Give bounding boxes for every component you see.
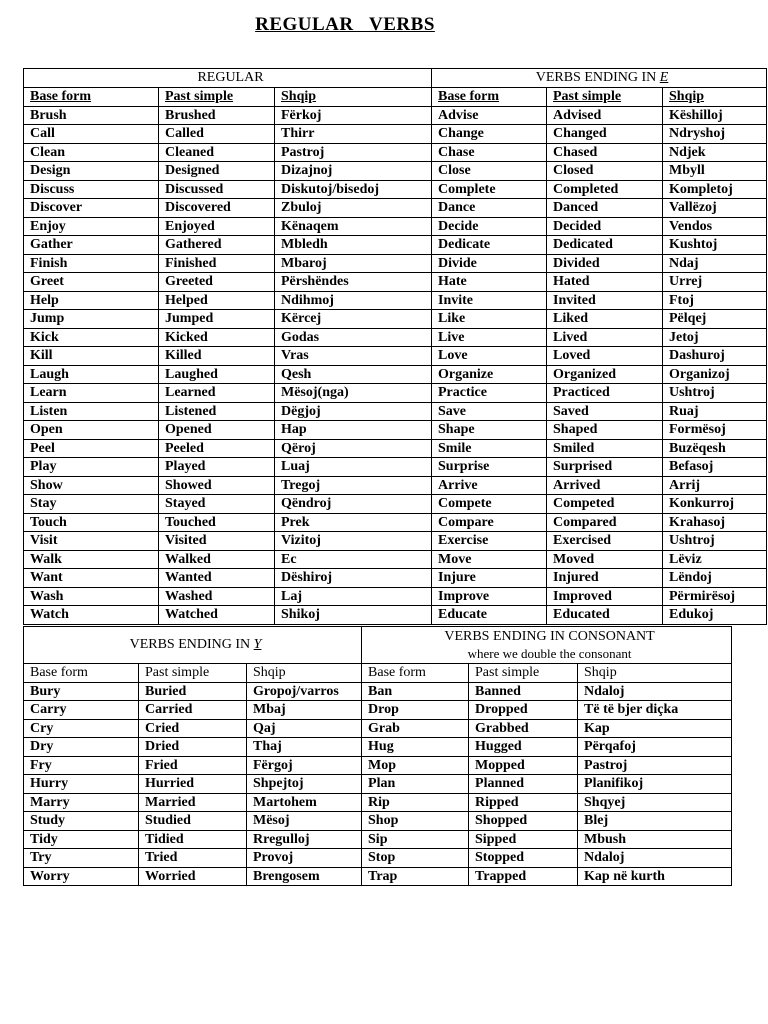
table-row bbox=[24, 199, 767, 218]
table-cell: Help bbox=[24, 291, 159, 310]
table-cell: Injure bbox=[432, 569, 547, 588]
table-cell: Live bbox=[432, 328, 547, 347]
table-cell: Gropoj/varros bbox=[247, 682, 362, 701]
table-cell: Kicked bbox=[159, 328, 275, 347]
table-row bbox=[24, 347, 767, 366]
table-cell: Completed bbox=[547, 180, 663, 199]
table-cell: Cry bbox=[24, 719, 139, 738]
column-header: Base form bbox=[24, 664, 139, 683]
table-cell: Divide bbox=[432, 254, 547, 273]
table-cell: Qesh bbox=[275, 365, 432, 384]
table-cell: Surprise bbox=[432, 458, 547, 477]
table-cell: Practice bbox=[432, 384, 547, 403]
table-cell: Chase bbox=[432, 143, 547, 162]
table-cell: Enjoy bbox=[24, 217, 159, 236]
table-cell: Enjoyed bbox=[159, 217, 275, 236]
table-cell: Loved bbox=[547, 347, 663, 366]
table-cell: Kill bbox=[24, 347, 159, 366]
table-cell: Married bbox=[139, 793, 247, 812]
table-cell: Design bbox=[24, 162, 159, 181]
ending-y-section-header: VERBS ENDING IN Y bbox=[24, 627, 362, 664]
table-cell: Shpejtoj bbox=[247, 775, 362, 794]
table-row bbox=[24, 273, 767, 292]
table-cell: Kick bbox=[24, 328, 159, 347]
table-cell: Smile bbox=[432, 439, 547, 458]
table-cell: Krahasoj bbox=[663, 513, 767, 532]
table-cell: Edukoj bbox=[663, 606, 767, 625]
column-header: Shqip bbox=[578, 664, 732, 683]
table-cell: Watch bbox=[24, 606, 159, 625]
table-cell: Zbuloj bbox=[275, 199, 432, 218]
table-cell: Shaped bbox=[547, 421, 663, 440]
table-cell: Vras bbox=[275, 347, 432, 366]
table-cell: Ndaloj bbox=[578, 682, 732, 701]
table-cell: Blej bbox=[578, 812, 732, 831]
table-cell: Dashuroj bbox=[663, 347, 767, 366]
table-cell: Kap në kurth bbox=[578, 867, 732, 886]
table-cell: Grabbed bbox=[469, 719, 578, 738]
table-cell: Hug bbox=[362, 738, 469, 757]
table-cell: Laj bbox=[275, 587, 432, 606]
table-row bbox=[24, 849, 732, 868]
table-cell: Mbledh bbox=[275, 236, 432, 255]
table-row bbox=[24, 682, 732, 701]
table-cell: Cried bbox=[139, 719, 247, 738]
column-header: Shqip bbox=[247, 664, 362, 683]
table-cell: Luaj bbox=[275, 458, 432, 477]
table-cell: Ftoj bbox=[663, 291, 767, 310]
table-row bbox=[24, 384, 767, 403]
table-cell: Arrive bbox=[432, 476, 547, 495]
table-cell: Diskutoj/bisedoj bbox=[275, 180, 432, 199]
column-header: Past simple bbox=[469, 664, 578, 683]
table-cell: Thaj bbox=[247, 738, 362, 757]
table-row bbox=[24, 106, 767, 125]
table-cell: Walked bbox=[159, 550, 275, 569]
table-cell: Banned bbox=[469, 682, 578, 701]
table-cell: Këshilloj bbox=[663, 106, 767, 125]
table-cell: Save bbox=[432, 402, 547, 421]
table-cell: Cleaned bbox=[159, 143, 275, 162]
table-cell: Like bbox=[432, 310, 547, 329]
table-cell: Ndaloj bbox=[578, 849, 732, 868]
column-header: Base form bbox=[24, 88, 159, 107]
column-header: Shqip bbox=[275, 88, 432, 107]
regular-verbs-table bbox=[23, 68, 767, 625]
table-row bbox=[24, 254, 767, 273]
table-row bbox=[24, 532, 767, 551]
column-header: Base form bbox=[362, 664, 469, 683]
table-cell: Laughed bbox=[159, 365, 275, 384]
table-cell: Plan bbox=[362, 775, 469, 794]
table-cell: Dried bbox=[139, 738, 247, 757]
table-row bbox=[24, 310, 767, 329]
table-cell: Qëndroj bbox=[275, 495, 432, 514]
table-cell: Wanted bbox=[159, 569, 275, 588]
table-cell: Tried bbox=[139, 849, 247, 868]
table-cell: Ushtroj bbox=[663, 532, 767, 551]
table-cell: Closed bbox=[547, 162, 663, 181]
table-cell: Marry bbox=[24, 793, 139, 812]
table-cell: Try bbox=[24, 849, 139, 868]
table-cell: Formësoj bbox=[663, 421, 767, 440]
table-cell: Showed bbox=[159, 476, 275, 495]
table-cell: Played bbox=[159, 458, 275, 477]
table-cell: Brushed bbox=[159, 106, 275, 125]
column-header: Past simple bbox=[159, 88, 275, 107]
table-cell: Carried bbox=[139, 701, 247, 720]
table-row bbox=[24, 756, 732, 775]
table-cell: Buried bbox=[139, 682, 247, 701]
table-row bbox=[24, 550, 767, 569]
table-cell: Discovered bbox=[159, 199, 275, 218]
table-cell: Hate bbox=[432, 273, 547, 292]
table-cell: Mopped bbox=[469, 756, 578, 775]
table-cell: Brush bbox=[24, 106, 159, 125]
table-row bbox=[24, 421, 767, 440]
table-cell: Helped bbox=[159, 291, 275, 310]
table-cell: Dance bbox=[432, 199, 547, 218]
table-cell: Kërcej bbox=[275, 310, 432, 329]
table-cell: Chased bbox=[547, 143, 663, 162]
table-cell: Organizoj bbox=[663, 365, 767, 384]
table-row bbox=[24, 569, 767, 588]
table-cell: Shikoj bbox=[275, 606, 432, 625]
table-cell: Exercised bbox=[547, 532, 663, 551]
table-cell: Ban bbox=[362, 682, 469, 701]
table-cell: Greet bbox=[24, 273, 159, 292]
table-cell: Complete bbox=[432, 180, 547, 199]
table-cell: Peeled bbox=[159, 439, 275, 458]
table-cell: Compare bbox=[432, 513, 547, 532]
table-cell: Arrij bbox=[663, 476, 767, 495]
table-cell: Studied bbox=[139, 812, 247, 831]
table-cell: Buzëqesh bbox=[663, 439, 767, 458]
table-cell: Dropped bbox=[469, 701, 578, 720]
table-cell: Hap bbox=[275, 421, 432, 440]
table-cell: Improved bbox=[547, 587, 663, 606]
table-cell: Laugh bbox=[24, 365, 159, 384]
table-cell: Discover bbox=[24, 199, 159, 218]
table-cell: Shqyej bbox=[578, 793, 732, 812]
table-cell: Hated bbox=[547, 273, 663, 292]
table-cell: Visit bbox=[24, 532, 159, 551]
table-cell: Stay bbox=[24, 495, 159, 514]
table-cell: Invited bbox=[547, 291, 663, 310]
table-cell: Ripped bbox=[469, 793, 578, 812]
table-cell: Stopped bbox=[469, 849, 578, 868]
table-cell: Qaj bbox=[247, 719, 362, 738]
table-cell: Tidy bbox=[24, 830, 139, 849]
table-cell: Open bbox=[24, 421, 159, 440]
table-cell: Finish bbox=[24, 254, 159, 273]
table-cell: Invite bbox=[432, 291, 547, 310]
table-cell: Injured bbox=[547, 569, 663, 588]
table-cell: Hurried bbox=[139, 775, 247, 794]
table-cell: Wash bbox=[24, 587, 159, 606]
table-row bbox=[24, 162, 767, 181]
table-cell: Urrej bbox=[663, 273, 767, 292]
y-and-consonant-verbs-table bbox=[23, 626, 732, 886]
table-cell: Fërgoj bbox=[247, 756, 362, 775]
table-cell: Trapped bbox=[469, 867, 578, 886]
table-cell: Kushtoj bbox=[663, 236, 767, 255]
table-cell: Visited bbox=[159, 532, 275, 551]
table-cell: Close bbox=[432, 162, 547, 181]
table-cell: Jump bbox=[24, 310, 159, 329]
table-cell: Lived bbox=[547, 328, 663, 347]
column-header: Shqip bbox=[663, 88, 767, 107]
table-cell: Shop bbox=[362, 812, 469, 831]
table-cell: Sip bbox=[362, 830, 469, 849]
table-row bbox=[24, 513, 767, 532]
table-row bbox=[24, 143, 767, 162]
table-cell: Planned bbox=[469, 775, 578, 794]
table-cell: Ndjek bbox=[663, 143, 767, 162]
table-cell: Ruaj bbox=[663, 402, 767, 421]
table-row bbox=[24, 793, 732, 812]
table-cell: Qëroj bbox=[275, 439, 432, 458]
table-cell: Mop bbox=[362, 756, 469, 775]
table-row bbox=[24, 476, 767, 495]
table-cell: Lëndoj bbox=[663, 569, 767, 588]
table-cell: Educate bbox=[432, 606, 547, 625]
table-cell: Bury bbox=[24, 682, 139, 701]
table-row bbox=[24, 236, 767, 255]
table-cell: Brengosem bbox=[247, 867, 362, 886]
table-cell: Kompletoj bbox=[663, 180, 767, 199]
table-row bbox=[24, 291, 767, 310]
table-cell: Called bbox=[159, 125, 275, 144]
table-cell: Vizitoj bbox=[275, 532, 432, 551]
table-cell: Befasoj bbox=[663, 458, 767, 477]
table-cell: Mbaj bbox=[247, 701, 362, 720]
table-cell: Educated bbox=[547, 606, 663, 625]
table-cell: Ndryshoj bbox=[663, 125, 767, 144]
table-cell: Fry bbox=[24, 756, 139, 775]
table-cell: Walk bbox=[24, 550, 159, 569]
table-cell: Divided bbox=[547, 254, 663, 273]
table-cell: Jumped bbox=[159, 310, 275, 329]
table-cell: Smiled bbox=[547, 439, 663, 458]
table-cell: Gathered bbox=[159, 236, 275, 255]
table-cell: Mësoj bbox=[247, 812, 362, 831]
table-row bbox=[24, 812, 732, 831]
table-cell: Stayed bbox=[159, 495, 275, 514]
regular-section-header: REGULAR bbox=[24, 69, 432, 88]
table-cell: Ndihmoj bbox=[275, 291, 432, 310]
table-cell: Pastroj bbox=[578, 756, 732, 775]
table-cell: Killed bbox=[159, 347, 275, 366]
table-cell: Want bbox=[24, 569, 159, 588]
table-cell: Organize bbox=[432, 365, 547, 384]
table-cell: Discussed bbox=[159, 180, 275, 199]
table-cell: Dizajnoj bbox=[275, 162, 432, 181]
table-cell: Greeted bbox=[159, 273, 275, 292]
table-cell: Peel bbox=[24, 439, 159, 458]
table-cell: Organized bbox=[547, 365, 663, 384]
table-cell: Rip bbox=[362, 793, 469, 812]
table-cell: Stop bbox=[362, 849, 469, 868]
table-row bbox=[24, 830, 732, 849]
table-cell: Advise bbox=[432, 106, 547, 125]
table-cell: Vallëzoj bbox=[663, 199, 767, 218]
table-cell: Compete bbox=[432, 495, 547, 514]
table-cell: Lëviz bbox=[663, 550, 767, 569]
table-row bbox=[24, 365, 767, 384]
table-cell: Practiced bbox=[547, 384, 663, 403]
table-cell: Saved bbox=[547, 402, 663, 421]
table-row bbox=[24, 701, 732, 720]
table-cell: Love bbox=[432, 347, 547, 366]
table-cell: Kap bbox=[578, 719, 732, 738]
table-cell: Exercise bbox=[432, 532, 547, 551]
table-cell: Ushtroj bbox=[663, 384, 767, 403]
table-cell: Dedicated bbox=[547, 236, 663, 255]
table-cell: Surprised bbox=[547, 458, 663, 477]
column-header: Base form bbox=[432, 88, 547, 107]
ending-e-section-header: VERBS ENDING IN E bbox=[432, 69, 767, 88]
table-cell: Jetoj bbox=[663, 328, 767, 347]
table-cell: Worried bbox=[139, 867, 247, 886]
table-cell: Gather bbox=[24, 236, 159, 255]
table-cell: Fërkoj bbox=[275, 106, 432, 125]
table-cell: Përqafoj bbox=[578, 738, 732, 757]
table-cell: Touched bbox=[159, 513, 275, 532]
table-row bbox=[24, 738, 732, 757]
table-cell: Call bbox=[24, 125, 159, 144]
table-cell: Finished bbox=[159, 254, 275, 273]
table-cell: Play bbox=[24, 458, 159, 477]
table-cell: Rregulloj bbox=[247, 830, 362, 849]
table-cell: Martohem bbox=[247, 793, 362, 812]
table-cell: Pëlqej bbox=[663, 310, 767, 329]
table-cell: Thirr bbox=[275, 125, 432, 144]
table-row bbox=[24, 719, 732, 738]
table-cell: Hugged bbox=[469, 738, 578, 757]
table-row bbox=[24, 439, 767, 458]
table-cell: Listen bbox=[24, 402, 159, 421]
table-row bbox=[24, 606, 767, 625]
table-cell: Ec bbox=[275, 550, 432, 569]
table-cell: Advised bbox=[547, 106, 663, 125]
table-cell: Dëshiroj bbox=[275, 569, 432, 588]
table-cell: Carry bbox=[24, 701, 139, 720]
column-header: Past simple bbox=[547, 88, 663, 107]
table-cell: Watched bbox=[159, 606, 275, 625]
table-row bbox=[24, 217, 767, 236]
table-cell: Vendos bbox=[663, 217, 767, 236]
table-cell: Opened bbox=[159, 421, 275, 440]
ending-consonant-section-header bbox=[362, 627, 732, 664]
table-cell: Trap bbox=[362, 867, 469, 886]
table-cell: Clean bbox=[24, 143, 159, 162]
table-cell: Learn bbox=[24, 384, 159, 403]
table-cell: Grab bbox=[362, 719, 469, 738]
table-cell: Move bbox=[432, 550, 547, 569]
table-cell: Kënaqem bbox=[275, 217, 432, 236]
table-cell: Dedicate bbox=[432, 236, 547, 255]
table-cell: Prek bbox=[275, 513, 432, 532]
table-cell: Shopped bbox=[469, 812, 578, 831]
table-row bbox=[24, 402, 767, 421]
table-cell: Worry bbox=[24, 867, 139, 886]
table-row bbox=[24, 587, 767, 606]
table-cell: Fried bbox=[139, 756, 247, 775]
table-cell: Hurry bbox=[24, 775, 139, 794]
table-cell: Arrived bbox=[547, 476, 663, 495]
table-cell: Compared bbox=[547, 513, 663, 532]
table-cell: Changed bbox=[547, 125, 663, 144]
table-cell: Show bbox=[24, 476, 159, 495]
table-cell: Danced bbox=[547, 199, 663, 218]
table-cell: Tidied bbox=[139, 830, 247, 849]
table-row bbox=[24, 775, 732, 794]
page-title: REGULAR VERBS bbox=[255, 14, 435, 35]
table-cell: Godas bbox=[275, 328, 432, 347]
table-cell: Competed bbox=[547, 495, 663, 514]
table-cell: Provoj bbox=[247, 849, 362, 868]
table-cell: Mësoj(nga) bbox=[275, 384, 432, 403]
table-cell: Përmirësoj bbox=[663, 587, 767, 606]
table-cell: Decide bbox=[432, 217, 547, 236]
table-cell: Mbush bbox=[578, 830, 732, 849]
table-cell: Change bbox=[432, 125, 547, 144]
table-cell: Discuss bbox=[24, 180, 159, 199]
table-cell: Washed bbox=[159, 587, 275, 606]
table-cell: Tregoj bbox=[275, 476, 432, 495]
table-cell: Moved bbox=[547, 550, 663, 569]
table-cell: Improve bbox=[432, 587, 547, 606]
table-cell: Listened bbox=[159, 402, 275, 421]
table-cell: Designed bbox=[159, 162, 275, 181]
table-cell: Shape bbox=[432, 421, 547, 440]
table-row bbox=[24, 125, 767, 144]
table-cell: Përshëndes bbox=[275, 273, 432, 292]
table-cell: Planifikoj bbox=[578, 775, 732, 794]
table-row bbox=[24, 328, 767, 347]
table-cell: Sipped bbox=[469, 830, 578, 849]
consonant-header-title: VERBS ENDING IN CONSONANT bbox=[444, 628, 655, 644]
table-cell: Learned bbox=[159, 384, 275, 403]
table-cell: Drop bbox=[362, 701, 469, 720]
table-cell: Mbaroj bbox=[275, 254, 432, 273]
table-row bbox=[24, 180, 767, 199]
table-cell: Touch bbox=[24, 513, 159, 532]
table-row bbox=[24, 867, 732, 886]
table-cell: Study bbox=[24, 812, 139, 831]
table-cell: Konkurroj bbox=[663, 495, 767, 514]
table-row bbox=[24, 458, 767, 477]
table-cell: Dëgjoj bbox=[275, 402, 432, 421]
table-cell: Liked bbox=[547, 310, 663, 329]
table-row bbox=[24, 495, 767, 514]
column-header: Past simple bbox=[139, 664, 247, 683]
consonant-header-subtitle: where we double the consonant bbox=[467, 646, 632, 661]
table-cell: Decided bbox=[547, 217, 663, 236]
table-cell: Mbyll bbox=[663, 162, 767, 181]
table-cell: Të të bjer diçka bbox=[578, 701, 732, 720]
table-cell: Ndaj bbox=[663, 254, 767, 273]
table-cell: Pastroj bbox=[275, 143, 432, 162]
table-cell: Dry bbox=[24, 738, 139, 757]
